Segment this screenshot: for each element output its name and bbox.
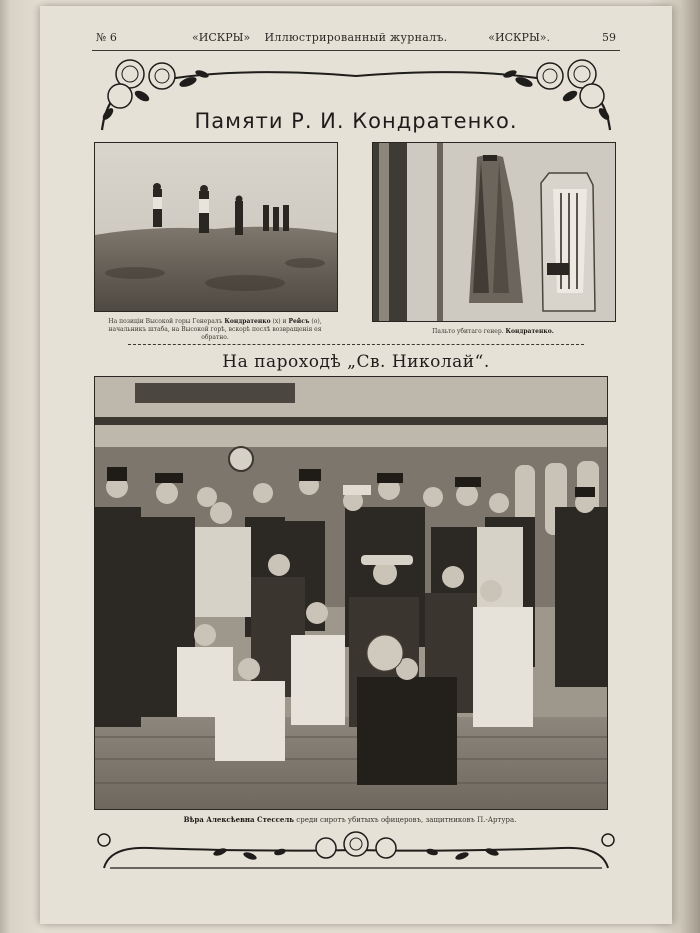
journal-subtitle: Иллюстрированный журналъ. — [264, 31, 448, 44]
hilltop-photo-caption: На позиціи Высокой горы Генералъ Кондратенко (х) и Рейсъ (о), начальникъ штаба, на Высокой горѣ, вскорѣ послѣ возвращенія ея обратно. — [108, 318, 322, 341]
journal-page — [40, 6, 672, 924]
hilltop-photo — [94, 142, 338, 312]
journal-name-right: «ИСКРЫ». — [488, 31, 550, 44]
dashed-separator — [128, 344, 584, 345]
section-title: На пароходѣ „Св. Николай“. — [222, 352, 490, 372]
bottom-floral-ornament-icon — [90, 826, 622, 876]
coat-photo-caption: Пальто убитаго генер. Кондратенко. — [432, 328, 554, 335]
page-number: 59 — [602, 31, 616, 44]
group-photo-caption: Вѣра Алексѣевна Стессель среди сиротъ убитыхъ офицеровъ, защитниковъ П.-Артура. — [183, 815, 517, 824]
group-photo — [94, 376, 608, 810]
coat-photo — [372, 142, 616, 322]
article-title: Памяти Р. И. Кондратенко. — [194, 109, 518, 133]
journal-name-left: «ИСКРЫ» — [192, 31, 251, 44]
issue-number: № 6 — [96, 31, 117, 44]
running-header — [92, 28, 620, 51]
